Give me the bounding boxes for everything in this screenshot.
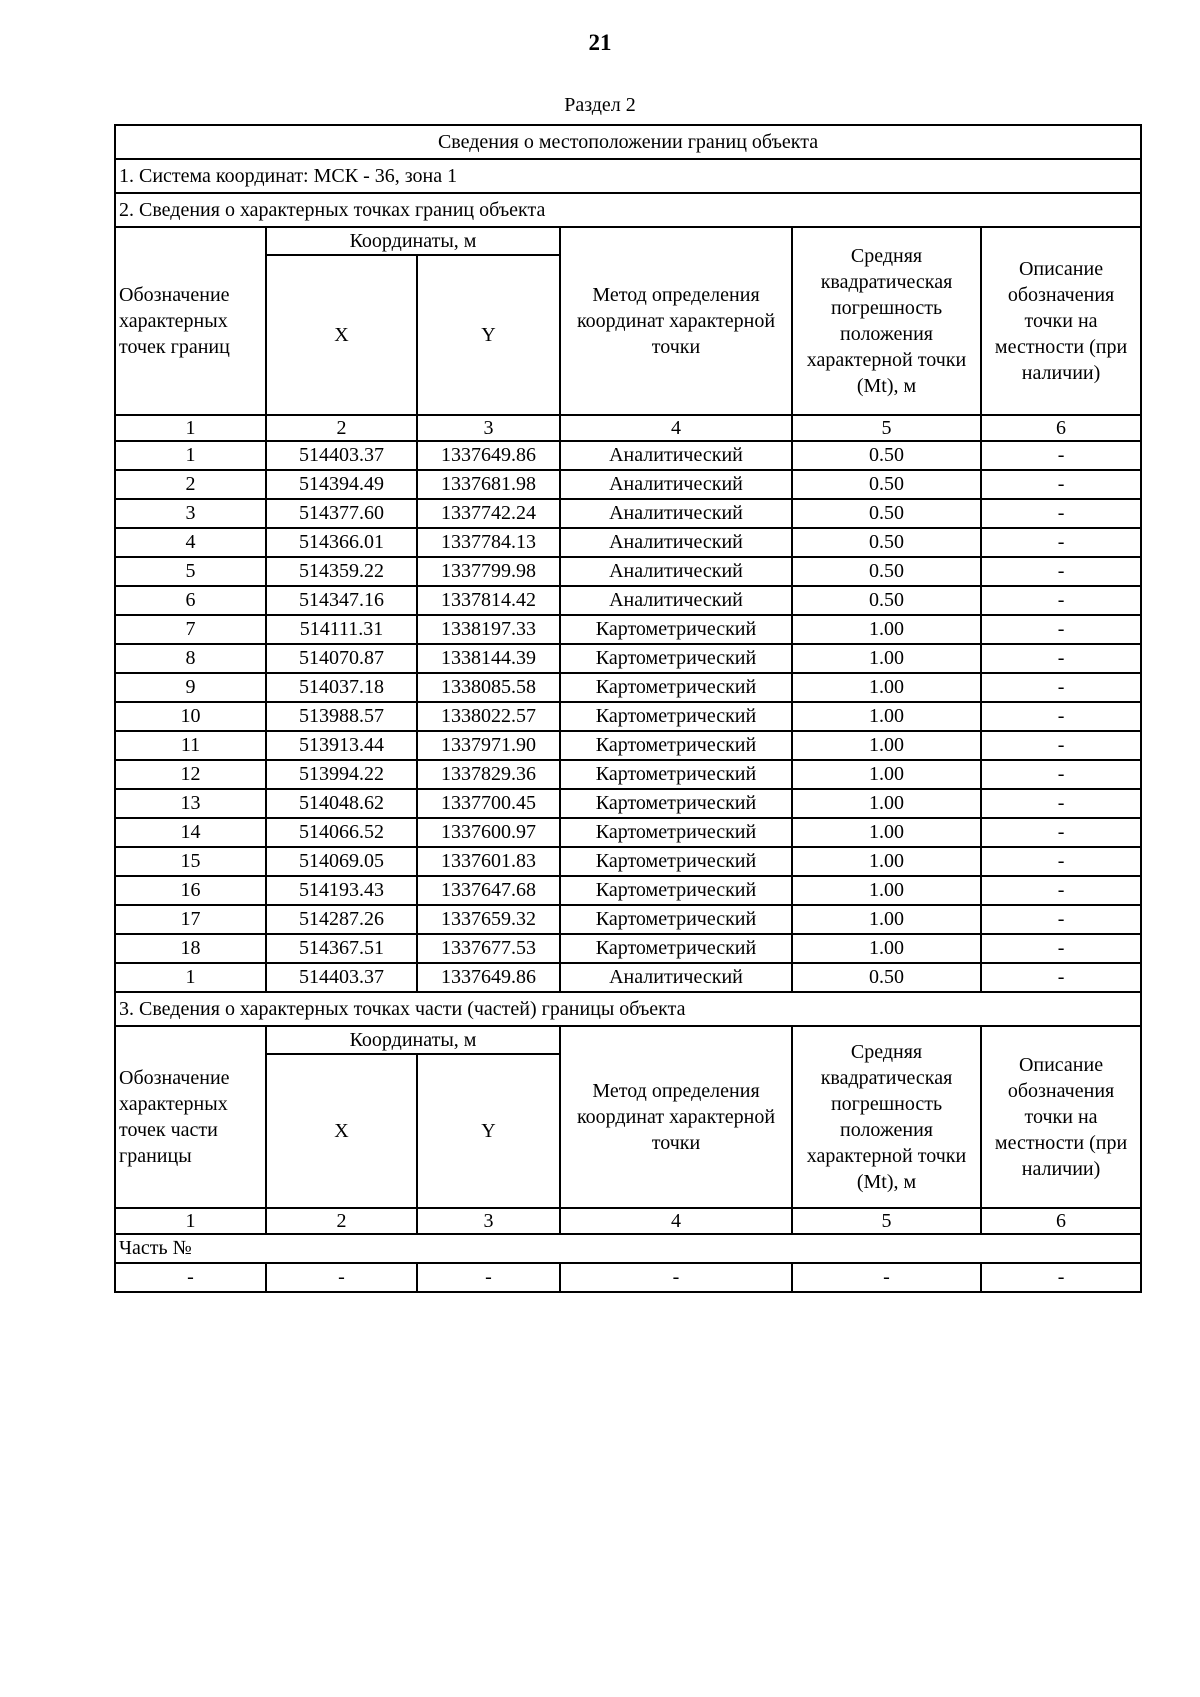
table-cell: 0.50 [792, 441, 981, 470]
table-row [115, 789, 1141, 818]
s2-col-method: Метод определения координат характерной точки [560, 227, 792, 415]
table-cell: 0.50 [792, 528, 981, 557]
table-row [115, 644, 1141, 673]
table-cell: 3 [115, 499, 266, 528]
table-cell: 513913.44 [266, 731, 417, 760]
s3-empty-row [115, 1263, 1141, 1292]
table-cell: 1337600.97 [417, 818, 560, 847]
table-cell: 1.00 [792, 702, 981, 731]
table-row [115, 499, 1141, 528]
table-cell: 1337649.86 [417, 441, 560, 470]
table-cell: 1.00 [792, 905, 981, 934]
table-cell: 1337814.42 [417, 586, 560, 615]
table-cell: - [981, 760, 1141, 789]
table-row [115, 528, 1141, 557]
table-cell: 514066.52 [266, 818, 417, 847]
s3-col-designation [115, 1026, 266, 1208]
table-cell: 1.00 [792, 818, 981, 847]
table-cell: 1337784.13 [417, 528, 560, 557]
col-number: 3 [417, 1208, 560, 1234]
table-cell: Аналитический [560, 441, 792, 470]
table-title: Сведения о местоположении границ объекта [115, 125, 1141, 159]
table-cell: 514359.22 [266, 557, 417, 586]
col-number: 3 [417, 415, 560, 441]
section2-heading: 2. Сведения о характерных точках границ объекта [115, 193, 1141, 227]
table-cell: 8 [115, 644, 266, 673]
table-cell: 1337649.86 [417, 963, 560, 992]
col-number: 4 [560, 415, 792, 441]
table-cell: 1337601.83 [417, 847, 560, 876]
table-cell: - [981, 557, 1141, 586]
table-cell: 0.50 [792, 499, 981, 528]
table-cell: Картометрический [560, 789, 792, 818]
table-cell: 1.00 [792, 731, 981, 760]
table-cell: Картометрический [560, 876, 792, 905]
s3-col-description: Описание обозначения точки на местности (при наличии) [981, 1026, 1141, 1208]
table-cell: Картометрический [560, 818, 792, 847]
table-cell: 1.00 [792, 644, 981, 673]
s2-col-designation: Обозначение характерных точек границ [115, 227, 266, 415]
table-cell: 1.00 [792, 847, 981, 876]
table-cell: 1.00 [792, 876, 981, 905]
table-cell: - [417, 1263, 560, 1292]
table-cell: 1337700.45 [417, 789, 560, 818]
table-cell: Картометрический [560, 731, 792, 760]
s3-col-error: Средняя квадратическая погрешность положения характерной точки (Mt), м [792, 1026, 981, 1208]
table-cell: 514193.43 [266, 876, 417, 905]
table-cell: Картометрический [560, 673, 792, 702]
col-number: 2 [266, 1208, 417, 1234]
coord-system: 1. Система координат: МСК - 36, зона 1 [115, 159, 1141, 193]
table-cell: 513988.57 [266, 702, 417, 731]
table-cell: - [981, 847, 1141, 876]
section3-heading: 3. Сведения о характерных точках части (частей) границы объекта [115, 992, 1141, 1026]
table-cell: 1.00 [792, 760, 981, 789]
table-cell: - [981, 673, 1141, 702]
table-cell: 11 [115, 731, 266, 760]
table-cell: 15 [115, 847, 266, 876]
table-cell: 1 [115, 963, 266, 992]
table-cell: 0.50 [792, 963, 981, 992]
table-cell: Аналитический [560, 499, 792, 528]
table-cell: Картометрический [560, 905, 792, 934]
table-cell: 514070.87 [266, 644, 417, 673]
table-cell: - [981, 702, 1141, 731]
table-cell: Аналитический [560, 528, 792, 557]
s2-col-description: Описание обозначения точки на местности (при наличии) [981, 227, 1141, 415]
table-cell: 1337659.32 [417, 905, 560, 934]
table-cell: 1337681.98 [417, 470, 560, 499]
table-cell: Картометрический [560, 934, 792, 963]
table-cell: 1337677.53 [417, 934, 560, 963]
s3-col-y: Y [417, 1054, 560, 1208]
s2-col-coords: Координаты, м [266, 227, 560, 255]
table-cell: 514403.37 [266, 441, 417, 470]
table-cell: 6 [115, 586, 266, 615]
table-cell: 514367.51 [266, 934, 417, 963]
table-cell: 514111.31 [266, 615, 417, 644]
table-cell: Аналитический [560, 963, 792, 992]
table-cell: - [981, 470, 1141, 499]
table-cell: - [981, 963, 1141, 992]
table-cell: 1337829.36 [417, 760, 560, 789]
table-row [115, 441, 1141, 470]
table-cell: 514366.01 [266, 528, 417, 557]
table-cell: 514347.16 [266, 586, 417, 615]
s3-col-numbers-row [115, 1208, 1141, 1234]
s3-col-method: Метод определения координат характерной точки [560, 1026, 792, 1208]
table-cell: 14 [115, 818, 266, 847]
table-cell: - [792, 1263, 981, 1292]
table-cell: - [266, 1263, 417, 1292]
table-cell: 514048.62 [266, 789, 417, 818]
table-cell: Картометрический [560, 615, 792, 644]
table-cell: 514037.18 [266, 673, 417, 702]
table-cell: 513994.22 [266, 760, 417, 789]
s2-points-body [115, 441, 1141, 992]
table-cell: 12 [115, 760, 266, 789]
table-cell: 1338144.39 [417, 644, 560, 673]
table-cell: 13 [115, 789, 266, 818]
table-cell: - [981, 789, 1141, 818]
table-cell: - [981, 905, 1141, 934]
table-cell: - [981, 1263, 1141, 1292]
s3-col-x: X [266, 1054, 417, 1208]
table-cell: 9 [115, 673, 266, 702]
table-cell: - [981, 934, 1141, 963]
table-row [115, 586, 1141, 615]
table-row [115, 673, 1141, 702]
table-cell: 514377.60 [266, 499, 417, 528]
table-cell: 16 [115, 876, 266, 905]
s3-part-label: Часть № [115, 1234, 1141, 1263]
table-row [115, 934, 1141, 963]
table-cell: Картометрический [560, 847, 792, 876]
table-cell: 18 [115, 934, 266, 963]
table-cell: Картометрический [560, 760, 792, 789]
s2-col-x: X [266, 255, 417, 415]
table-cell: 10 [115, 702, 266, 731]
table-cell: 5 [115, 557, 266, 586]
table-cell: - [981, 876, 1141, 905]
table-cell: - [981, 731, 1141, 760]
table-cell: 514287.26 [266, 905, 417, 934]
table-cell: - [981, 441, 1141, 470]
col-number: 1 [115, 415, 266, 441]
table-cell: 1.00 [792, 934, 981, 963]
table-cell: 1337799.98 [417, 557, 560, 586]
s2-col-error: Средняя квадратическая погрешность положения характерной точки (Mt), м [792, 227, 981, 415]
table-row [115, 557, 1141, 586]
table-cell: 7 [115, 615, 266, 644]
table-cell: 1.00 [792, 615, 981, 644]
s2-col-numbers-row [115, 415, 1141, 441]
table-cell: 2 [115, 470, 266, 499]
table-cell: Картометрический [560, 702, 792, 731]
table-cell: Аналитический [560, 557, 792, 586]
table-cell: 0.50 [792, 470, 981, 499]
table-row [115, 847, 1141, 876]
table-cell: 1 [115, 441, 266, 470]
table-cell: - [981, 644, 1141, 673]
section-label: Раздел 2 [564, 94, 636, 116]
table-cell: 514394.49 [266, 470, 417, 499]
table-cell: - [981, 818, 1141, 847]
table-cell: - [981, 528, 1141, 557]
table-row [115, 470, 1141, 499]
table-cell: 17 [115, 905, 266, 934]
table-cell: 1338085.58 [417, 673, 560, 702]
table-cell: 1338022.57 [417, 702, 560, 731]
table-cell: 0.50 [792, 586, 981, 615]
table-row [115, 760, 1141, 789]
page-number: 21 [588, 30, 612, 55]
table-cell: - [115, 1263, 266, 1292]
col-number: 5 [792, 415, 981, 441]
table-row [115, 905, 1141, 934]
table-cell: Картометрический [560, 644, 792, 673]
table-cell: 1337971.90 [417, 731, 560, 760]
table-cell: - [560, 1263, 792, 1292]
table-cell: 1338197.33 [417, 615, 560, 644]
table-cell: 4 [115, 528, 266, 557]
col-number: 4 [560, 1208, 792, 1234]
table-cell: - [981, 499, 1141, 528]
table-cell: - [981, 615, 1141, 644]
col-number: 2 [266, 415, 417, 441]
table-cell: 514069.05 [266, 847, 417, 876]
table-row [115, 615, 1141, 644]
boundary-table [114, 124, 1142, 1293]
s3-col-coords: Координаты, м [266, 1026, 560, 1054]
table-row [115, 818, 1141, 847]
table-cell: 1.00 [792, 673, 981, 702]
table-cell: Аналитический [560, 470, 792, 499]
col-number: 1 [115, 1208, 266, 1234]
table-cell: - [981, 586, 1141, 615]
table-cell: 1337742.24 [417, 499, 560, 528]
col-number: 6 [981, 1208, 1141, 1234]
table-cell: 1337647.68 [417, 876, 560, 905]
table-row [115, 731, 1141, 760]
s2-col-y: Y [417, 255, 560, 415]
table-cell: Аналитический [560, 586, 792, 615]
table-row [115, 702, 1141, 731]
table-row [115, 876, 1141, 905]
table-row [115, 963, 1141, 992]
table-cell: 0.50 [792, 557, 981, 586]
table-cell: 514403.37 [266, 963, 417, 992]
table-cell: 1.00 [792, 789, 981, 818]
col-number: 6 [981, 415, 1141, 441]
col-number: 5 [792, 1208, 981, 1234]
s3-col-designation-text: Обозначение характерных точек части границы [119, 1067, 230, 1167]
